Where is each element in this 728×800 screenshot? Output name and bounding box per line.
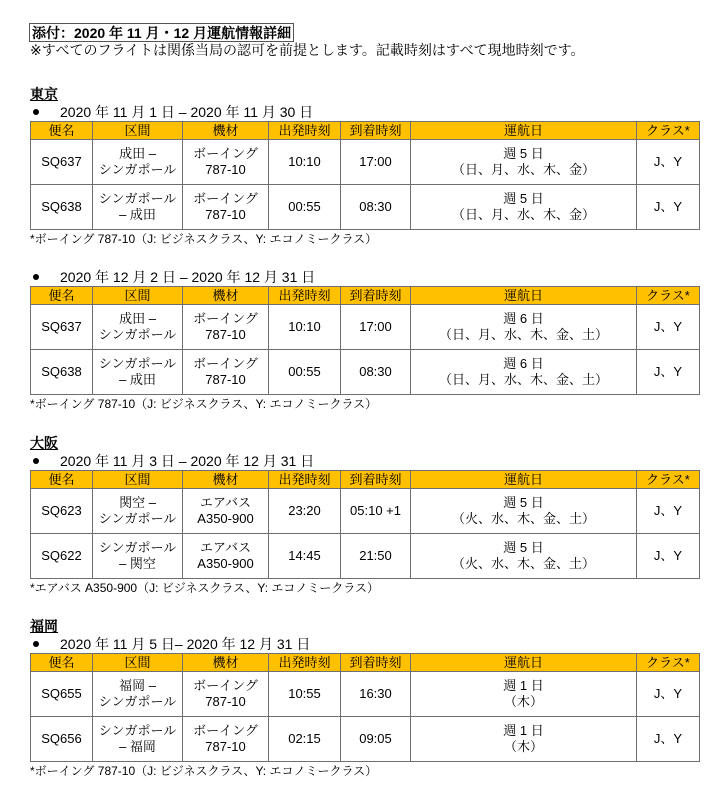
column-header-aircraft: 機材 [183, 122, 269, 140]
section-tokyo-dec [30, 268, 700, 412]
flight-number-text: SQ638 [41, 199, 82, 214]
column-header-flight-number: 便名 [31, 654, 93, 672]
arrival-time-cell [341, 140, 411, 185]
operating-days-text: 週 5 日 [503, 146, 544, 161]
route-text: – 福岡 [119, 739, 156, 754]
aircraft-text: ボーイング [193, 311, 258, 326]
column-header-flight-number: 便名 [31, 287, 93, 305]
route-text: シンガポール [98, 694, 177, 709]
aircraft-text: ボーイング [193, 678, 258, 693]
notice-text: ※すべてのフライトは関係当局の認可を前提とします。記載時刻はすべて現地時刻です。 [30, 42, 585, 58]
table-row [31, 489, 700, 534]
column-header-operating-days: 運航日 [411, 122, 637, 140]
operating-days-text: （日、月、水、木、金） [451, 207, 595, 222]
footnote: *ボーイング 787-10（J: ビジネスクラス、Y: エコノミークラス） [30, 232, 378, 246]
flight-number-text: SQ637 [41, 154, 82, 169]
schedule-table [30, 121, 700, 230]
travel-class-cell [637, 140, 700, 185]
travel-class-text: J、Y [653, 154, 683, 169]
column-header-arrival-time: 到着時刻 [341, 287, 411, 305]
travel-class-cell [637, 534, 700, 579]
travel-class-text: J、Y [653, 503, 683, 518]
route-cell [93, 717, 183, 762]
column-header-route: 区間 [93, 287, 183, 305]
document-title: 添付：2020 年 11 月・12 月運航情報詳細 [29, 23, 294, 42]
arrival-time-text: 16:30 [359, 686, 392, 701]
travel-class-text: J、Y [653, 548, 683, 563]
travel-class-text: J、Y [653, 686, 683, 701]
travel-class-cell [637, 672, 700, 717]
arrival-time-cell [341, 489, 411, 534]
table-header-row [31, 287, 700, 305]
route-text: – 成田 [119, 372, 156, 387]
route-text: シンガポール [98, 723, 177, 738]
route-cell [93, 185, 183, 230]
arrival-time-text: 09:05 [359, 731, 392, 746]
section-osaka [30, 435, 700, 596]
travel-class-cell [637, 185, 700, 230]
column-header-route: 区間 [93, 654, 183, 672]
aircraft-text: ボーイング [193, 146, 258, 161]
operating-days-text: （火、水、木、金、土） [451, 511, 595, 526]
period-text: 2020 年 11 月 3 日 – 2020 年 12 月 31 日 [60, 452, 315, 469]
table-row [31, 185, 700, 230]
arrival-time-cell [341, 672, 411, 717]
aircraft-cell [183, 305, 269, 350]
aircraft-text: 787-10 [205, 739, 246, 754]
route-cell [93, 350, 183, 395]
flight-number-text: SQ637 [41, 319, 82, 334]
period-text: 2020 年 12 月 2 日 – 2020 年 12 月 31 日 [60, 268, 316, 285]
route-cell [93, 489, 183, 534]
operating-days-text: 週 5 日 [503, 191, 544, 206]
operating-days-text: 週 5 日 [503, 495, 544, 510]
aircraft-text: A350-900 [197, 556, 254, 571]
arrival-time-text: 17:00 [359, 154, 392, 169]
arrival-time-cell [341, 534, 411, 579]
aircraft-text: 787-10 [205, 207, 246, 222]
arrival-time-cell [341, 185, 411, 230]
operating-days-cell [411, 140, 637, 185]
travel-class-text: J、Y [653, 319, 683, 334]
bullet-icon [33, 641, 39, 647]
departure-time-text: 00:55 [288, 199, 321, 214]
departure-time-cell [269, 717, 341, 762]
arrival-time-text: 08:30 [359, 199, 392, 214]
table-row [31, 305, 700, 350]
arrival-time-cell [341, 350, 411, 395]
column-header-arrival-time: 到着時刻 [341, 654, 411, 672]
table-row [31, 350, 700, 395]
route-cell [93, 305, 183, 350]
city-heading: 東京 [30, 86, 58, 102]
aircraft-cell [183, 185, 269, 230]
route-cell [93, 140, 183, 185]
flight-number-text: SQ656 [41, 731, 82, 746]
footnote: *エアバス A350-900（J: ビジネスクラス、Y: エコノミークラス） [30, 581, 380, 595]
operating-days-text: 週 6 日 [503, 311, 544, 326]
operating-days-text: （日、月、水、木、金、土） [438, 372, 608, 387]
departure-time-cell [269, 489, 341, 534]
departure-time-cell [269, 140, 341, 185]
column-header-aircraft: 機材 [183, 654, 269, 672]
departure-time-text: 23:20 [288, 503, 321, 518]
travel-class-cell [637, 489, 700, 534]
aircraft-text: 787-10 [205, 162, 246, 177]
operating-days-cell [411, 305, 637, 350]
column-header-arrival-time: 到着時刻 [341, 122, 411, 140]
route-text: シンガポール [98, 540, 177, 555]
departure-time-text: 10:10 [288, 319, 321, 334]
column-header-operating-days: 運航日 [411, 471, 637, 489]
departure-time-cell [269, 534, 341, 579]
route-text: 成田 – [119, 146, 156, 161]
route-text: – 成田 [119, 207, 156, 222]
aircraft-cell [183, 534, 269, 579]
table-row [31, 672, 700, 717]
departure-time-cell [269, 185, 341, 230]
bullet-icon [33, 458, 39, 464]
table-row [31, 140, 700, 185]
route-text: シンガポール [98, 191, 177, 206]
schedule-table [30, 653, 700, 762]
arrival-time-cell [341, 717, 411, 762]
section-fukuoka [30, 618, 700, 779]
operating-days-text: （木） [503, 739, 543, 754]
travel-class-text: J、Y [653, 364, 683, 379]
route-cell [93, 534, 183, 579]
column-header-route: 区間 [93, 122, 183, 140]
operating-days-text: （木） [503, 694, 543, 709]
aircraft-text: ボーイング [193, 191, 258, 206]
bullet-icon [33, 109, 39, 115]
period-text: 2020 年 11 月 5 日– 2020 年 12 月 31 日 [60, 635, 311, 652]
departure-time-cell [269, 350, 341, 395]
flight-number-text: SQ655 [41, 686, 82, 701]
route-text: シンガポール [98, 356, 177, 371]
aircraft-text: エアバス [200, 540, 251, 555]
column-header-flight-number: 便名 [31, 471, 93, 489]
operating-days-text: 週 1 日 [503, 723, 544, 738]
operating-days-text: 週 5 日 [503, 540, 544, 555]
aircraft-text: ボーイング [193, 356, 258, 371]
column-header-operating-days: 運航日 [411, 654, 637, 672]
operating-days-cell [411, 489, 637, 534]
column-header-operating-days: 運航日 [411, 287, 637, 305]
aircraft-cell [183, 350, 269, 395]
column-header-aircraft: 機材 [183, 471, 269, 489]
column-header-departure-time: 出発時刻 [269, 122, 341, 140]
operating-days-cell [411, 534, 637, 579]
arrival-time-text: 17:00 [359, 319, 392, 334]
table-header-row [31, 471, 700, 489]
aircraft-text: ボーイング [193, 723, 258, 738]
column-header-departure-time: 出発時刻 [269, 654, 341, 672]
route-text: シンガポール [98, 327, 177, 342]
arrival-time-text: 05:10 +1 [350, 503, 401, 518]
column-header-route: 区間 [93, 471, 183, 489]
flight-number-text: SQ623 [41, 503, 82, 518]
table-row [31, 534, 700, 579]
aircraft-text: 787-10 [205, 694, 246, 709]
city-heading: 福岡 [30, 618, 58, 634]
aircraft-cell [183, 717, 269, 762]
aircraft-text: 787-10 [205, 327, 246, 342]
schedule-table [30, 286, 700, 395]
bullet-icon [33, 274, 39, 280]
departure-time-text: 10:55 [288, 686, 321, 701]
city-heading: 大阪 [30, 435, 58, 451]
column-header-travel-class: クラス* [637, 122, 700, 140]
operating-days-cell [411, 717, 637, 762]
route-text: 関空 – [119, 495, 156, 510]
route-cell [93, 672, 183, 717]
travel-class-cell [637, 717, 700, 762]
table-header-row [31, 654, 700, 672]
departure-time-text: 10:10 [288, 154, 321, 169]
period-text: 2020 年 11 月 1 日 – 2020 年 11 月 30 日 [60, 103, 314, 120]
departure-time-text: 00:55 [288, 364, 321, 379]
route-text: 成田 – [119, 311, 156, 326]
flight-number-cell [31, 185, 93, 230]
column-header-travel-class: クラス* [637, 287, 700, 305]
travel-class-text: J、Y [653, 199, 683, 214]
flight-number-cell [31, 534, 93, 579]
route-text: シンガポール [98, 162, 177, 177]
departure-time-cell [269, 672, 341, 717]
flight-number-cell [31, 140, 93, 185]
flight-number-text: SQ622 [41, 548, 82, 563]
operating-days-text: （日、月、水、木、金） [451, 162, 595, 177]
period-line [30, 635, 700, 653]
operating-days-text: 週 1 日 [503, 678, 544, 693]
departure-time-text: 14:45 [288, 548, 321, 563]
aircraft-cell [183, 140, 269, 185]
column-header-travel-class: クラス* [637, 654, 700, 672]
column-header-arrival-time: 到着時刻 [341, 471, 411, 489]
footnote: *ボーイング 787-10（J: ビジネスクラス、Y: エコノミークラス） [30, 764, 378, 778]
operating-days-cell [411, 185, 637, 230]
period-line [30, 452, 700, 470]
operating-days-cell [411, 672, 637, 717]
column-header-departure-time: 出発時刻 [269, 287, 341, 305]
route-text: – 関空 [119, 556, 156, 571]
period-line [30, 103, 700, 121]
operating-days-text: 週 6 日 [503, 356, 544, 371]
aircraft-cell [183, 672, 269, 717]
flight-number-cell [31, 350, 93, 395]
route-text: 福岡 – [119, 678, 156, 693]
section-tokyo-nov [30, 86, 700, 247]
period-line [30, 268, 700, 286]
table-header-row [31, 122, 700, 140]
column-header-travel-class: クラス* [637, 471, 700, 489]
aircraft-text: 787-10 [205, 372, 246, 387]
aircraft-text: A350-900 [197, 511, 254, 526]
flight-number-cell [31, 489, 93, 534]
departure-time-text: 02:15 [288, 731, 321, 746]
route-text: シンガポール [98, 511, 177, 526]
column-header-aircraft: 機材 [183, 287, 269, 305]
travel-class-text: J、Y [653, 731, 683, 746]
flight-number-cell [31, 305, 93, 350]
operating-days-text: （火、水、木、金、土） [451, 556, 595, 571]
arrival-time-cell [341, 305, 411, 350]
travel-class-cell [637, 305, 700, 350]
flight-number-text: SQ638 [41, 364, 82, 379]
footnote: *ボーイング 787-10（J: ビジネスクラス、Y: エコノミークラス） [30, 397, 378, 411]
schedule-table [30, 470, 700, 579]
arrival-time-text: 08:30 [359, 364, 392, 379]
arrival-time-text: 21:50 [359, 548, 392, 563]
flight-number-cell [31, 717, 93, 762]
aircraft-cell [183, 489, 269, 534]
travel-class-cell [637, 350, 700, 395]
column-header-flight-number: 便名 [31, 122, 93, 140]
operating-days-cell [411, 350, 637, 395]
column-header-departure-time: 出発時刻 [269, 471, 341, 489]
aircraft-text: エアバス [200, 495, 251, 510]
table-row [31, 717, 700, 762]
departure-time-cell [269, 305, 341, 350]
operating-days-text: （日、月、水、木、金、土） [438, 327, 608, 342]
flight-number-cell [31, 672, 93, 717]
